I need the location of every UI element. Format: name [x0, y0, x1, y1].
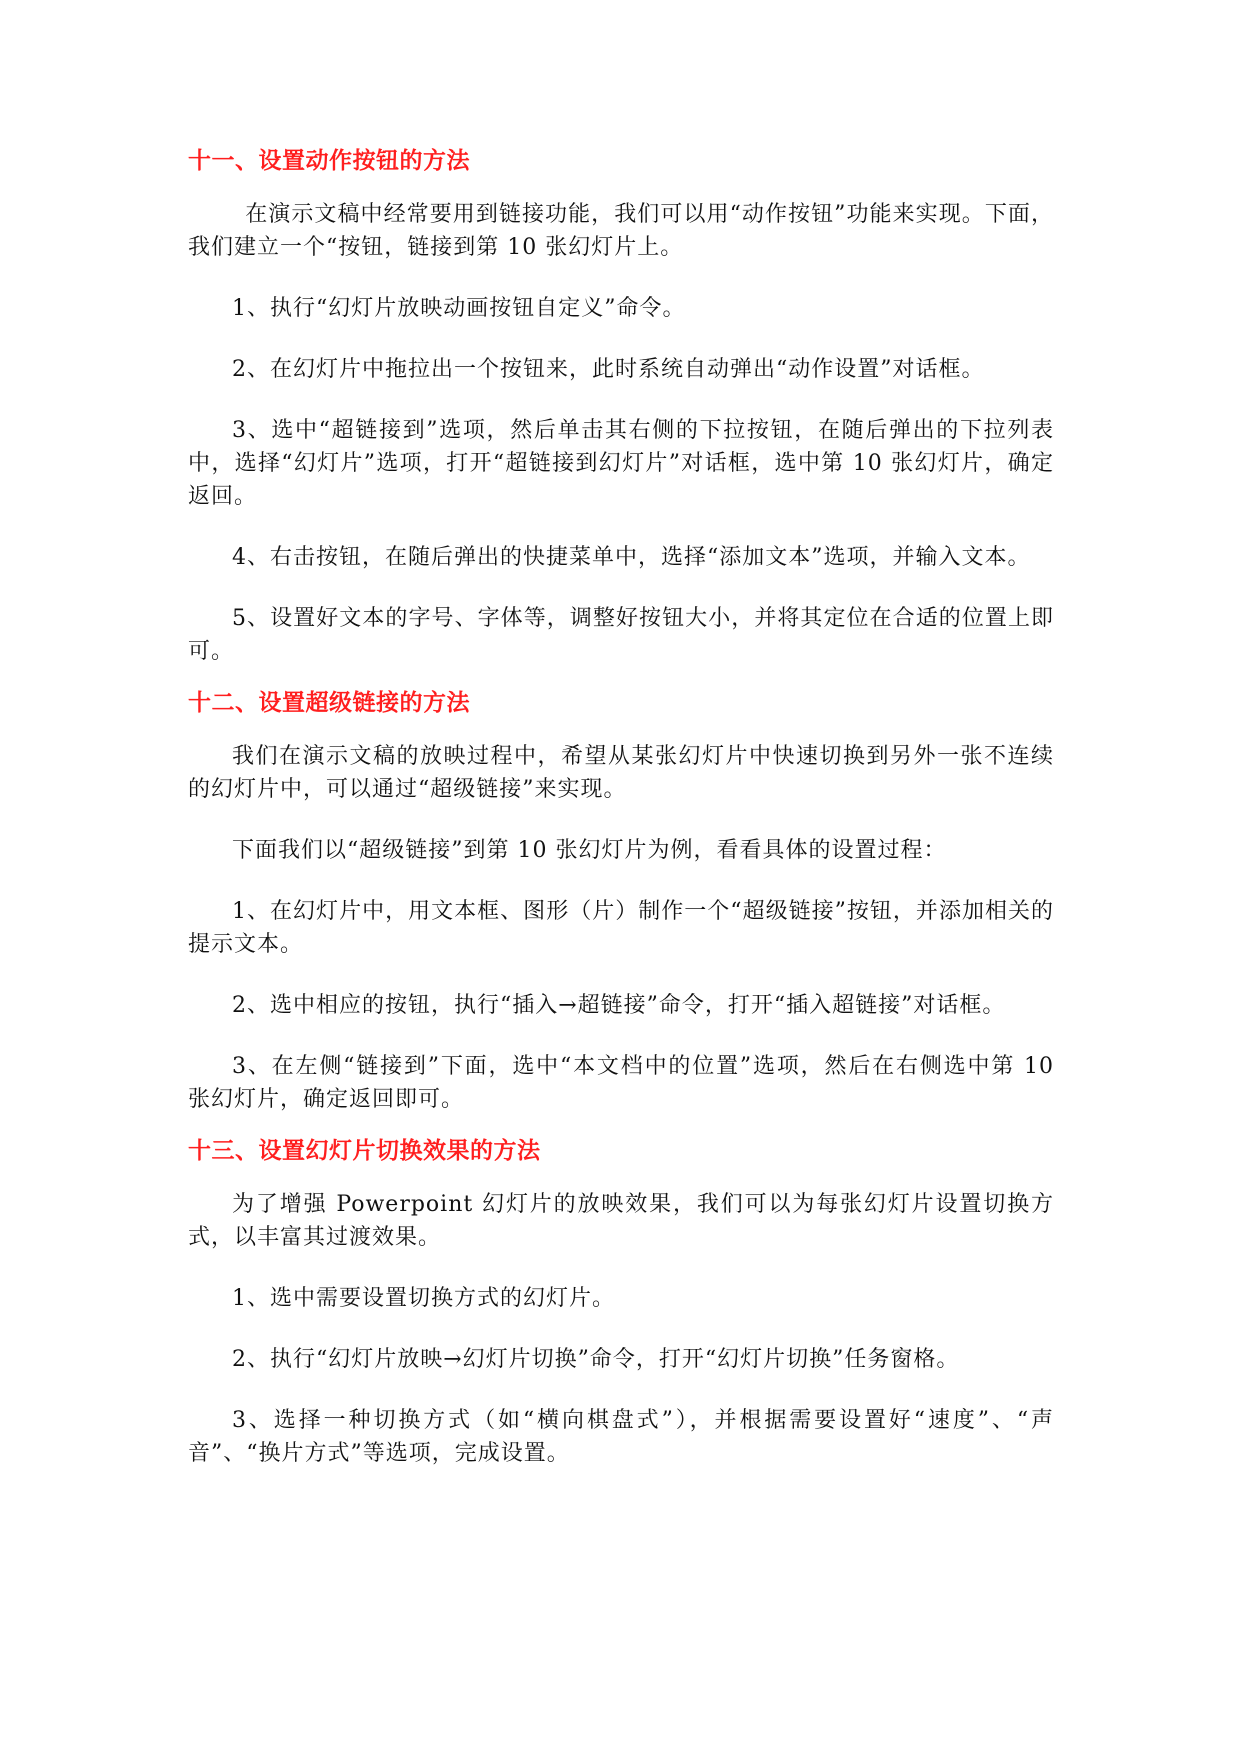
section-13-step-2: 2、执行“幻灯片放映→幻灯片切换”命令，打开“幻灯片切换”任务窗格。 [232, 1347, 960, 1372]
section-12-step-3: 3、在左侧“链接到”下面，选中“本文档中的位置”选项，然后在右侧选中第 10 张幻灯片，确定返回即可。 [188, 1054, 1054, 1112]
document-body [188, 146, 1054, 1470]
section-heading-13: 十三、设置幻灯片切换效果的方法 [188, 1137, 541, 1164]
section-12-example: 下面我们以“超级链接”到第 10 张幻灯片为例，看看具体的设置过程： [232, 838, 947, 863]
section-12-step-1: 1、在幻灯片中，用文本框、图形（片）制作一个“超级链接”按钮，并添加相关的提示文本。 [188, 899, 1054, 957]
section-11-step-5: 5、设置好文本的字号、字体等，调整好按钮大小，并将其定位在合适的位置上即可。 [188, 606, 1054, 664]
section-heading-11: 十一、设置动作按钮的方法 [188, 147, 470, 174]
section-11-step-3: 3、选中“超链接到”选项，然后单击其右侧的下拉按钮，在随后弹出的下拉列表中，选择“幻灯片”选项，打开“超链接到幻灯片”对话框，选中第 10 张幻灯片，确定返回。 [188, 418, 1054, 509]
section-12-intro: 我们在演示文稿的放映过程中，希望从某张幻灯片中快速切换到另外一张不连续的幻灯片中，可以通过“超级链接”来实现。 [188, 744, 1054, 802]
section-13-step-1: 1、选中需要设置切换方式的幻灯片。 [232, 1286, 615, 1311]
section-11-step-1: 1、执行“幻灯片放映动画按钮自定义”命令。 [232, 296, 686, 321]
section-13-step-3: 3、选择一种切换方式（如“横向棋盘式”），并根据需要设置好“速度”、“声音”、“换片方式”等选项，完成设置。 [188, 1408, 1054, 1466]
section-11-step-2: 2、在幻灯片中拖拉出一个按钮来，此时系统自动弹出“动作设置”对话框。 [232, 357, 985, 382]
section-13-intro: 为了增强 Powerpoint 幻灯片的放映效果，我们可以为每张幻灯片设置切换方式，以丰富其过渡效果。 [188, 1192, 1054, 1250]
section-heading-12: 十二、设置超级链接的方法 [188, 689, 470, 716]
section-12-step-2: 2、选中相应的按钮，执行“插入→超链接”命令，打开“插入超链接”对话框。 [232, 993, 1006, 1018]
section-11-step-4: 4、右击按钮，在随后弹出的快捷菜单中，选择“添加文本”选项，并输入文本。 [232, 545, 1031, 570]
section-11-intro: 在演示文稿中经常要用到链接功能，我们可以用“动作按钮”功能来实现。下面，我们建立一个“按钮，链接到第 10 张幻灯片上。 [188, 202, 1054, 260]
